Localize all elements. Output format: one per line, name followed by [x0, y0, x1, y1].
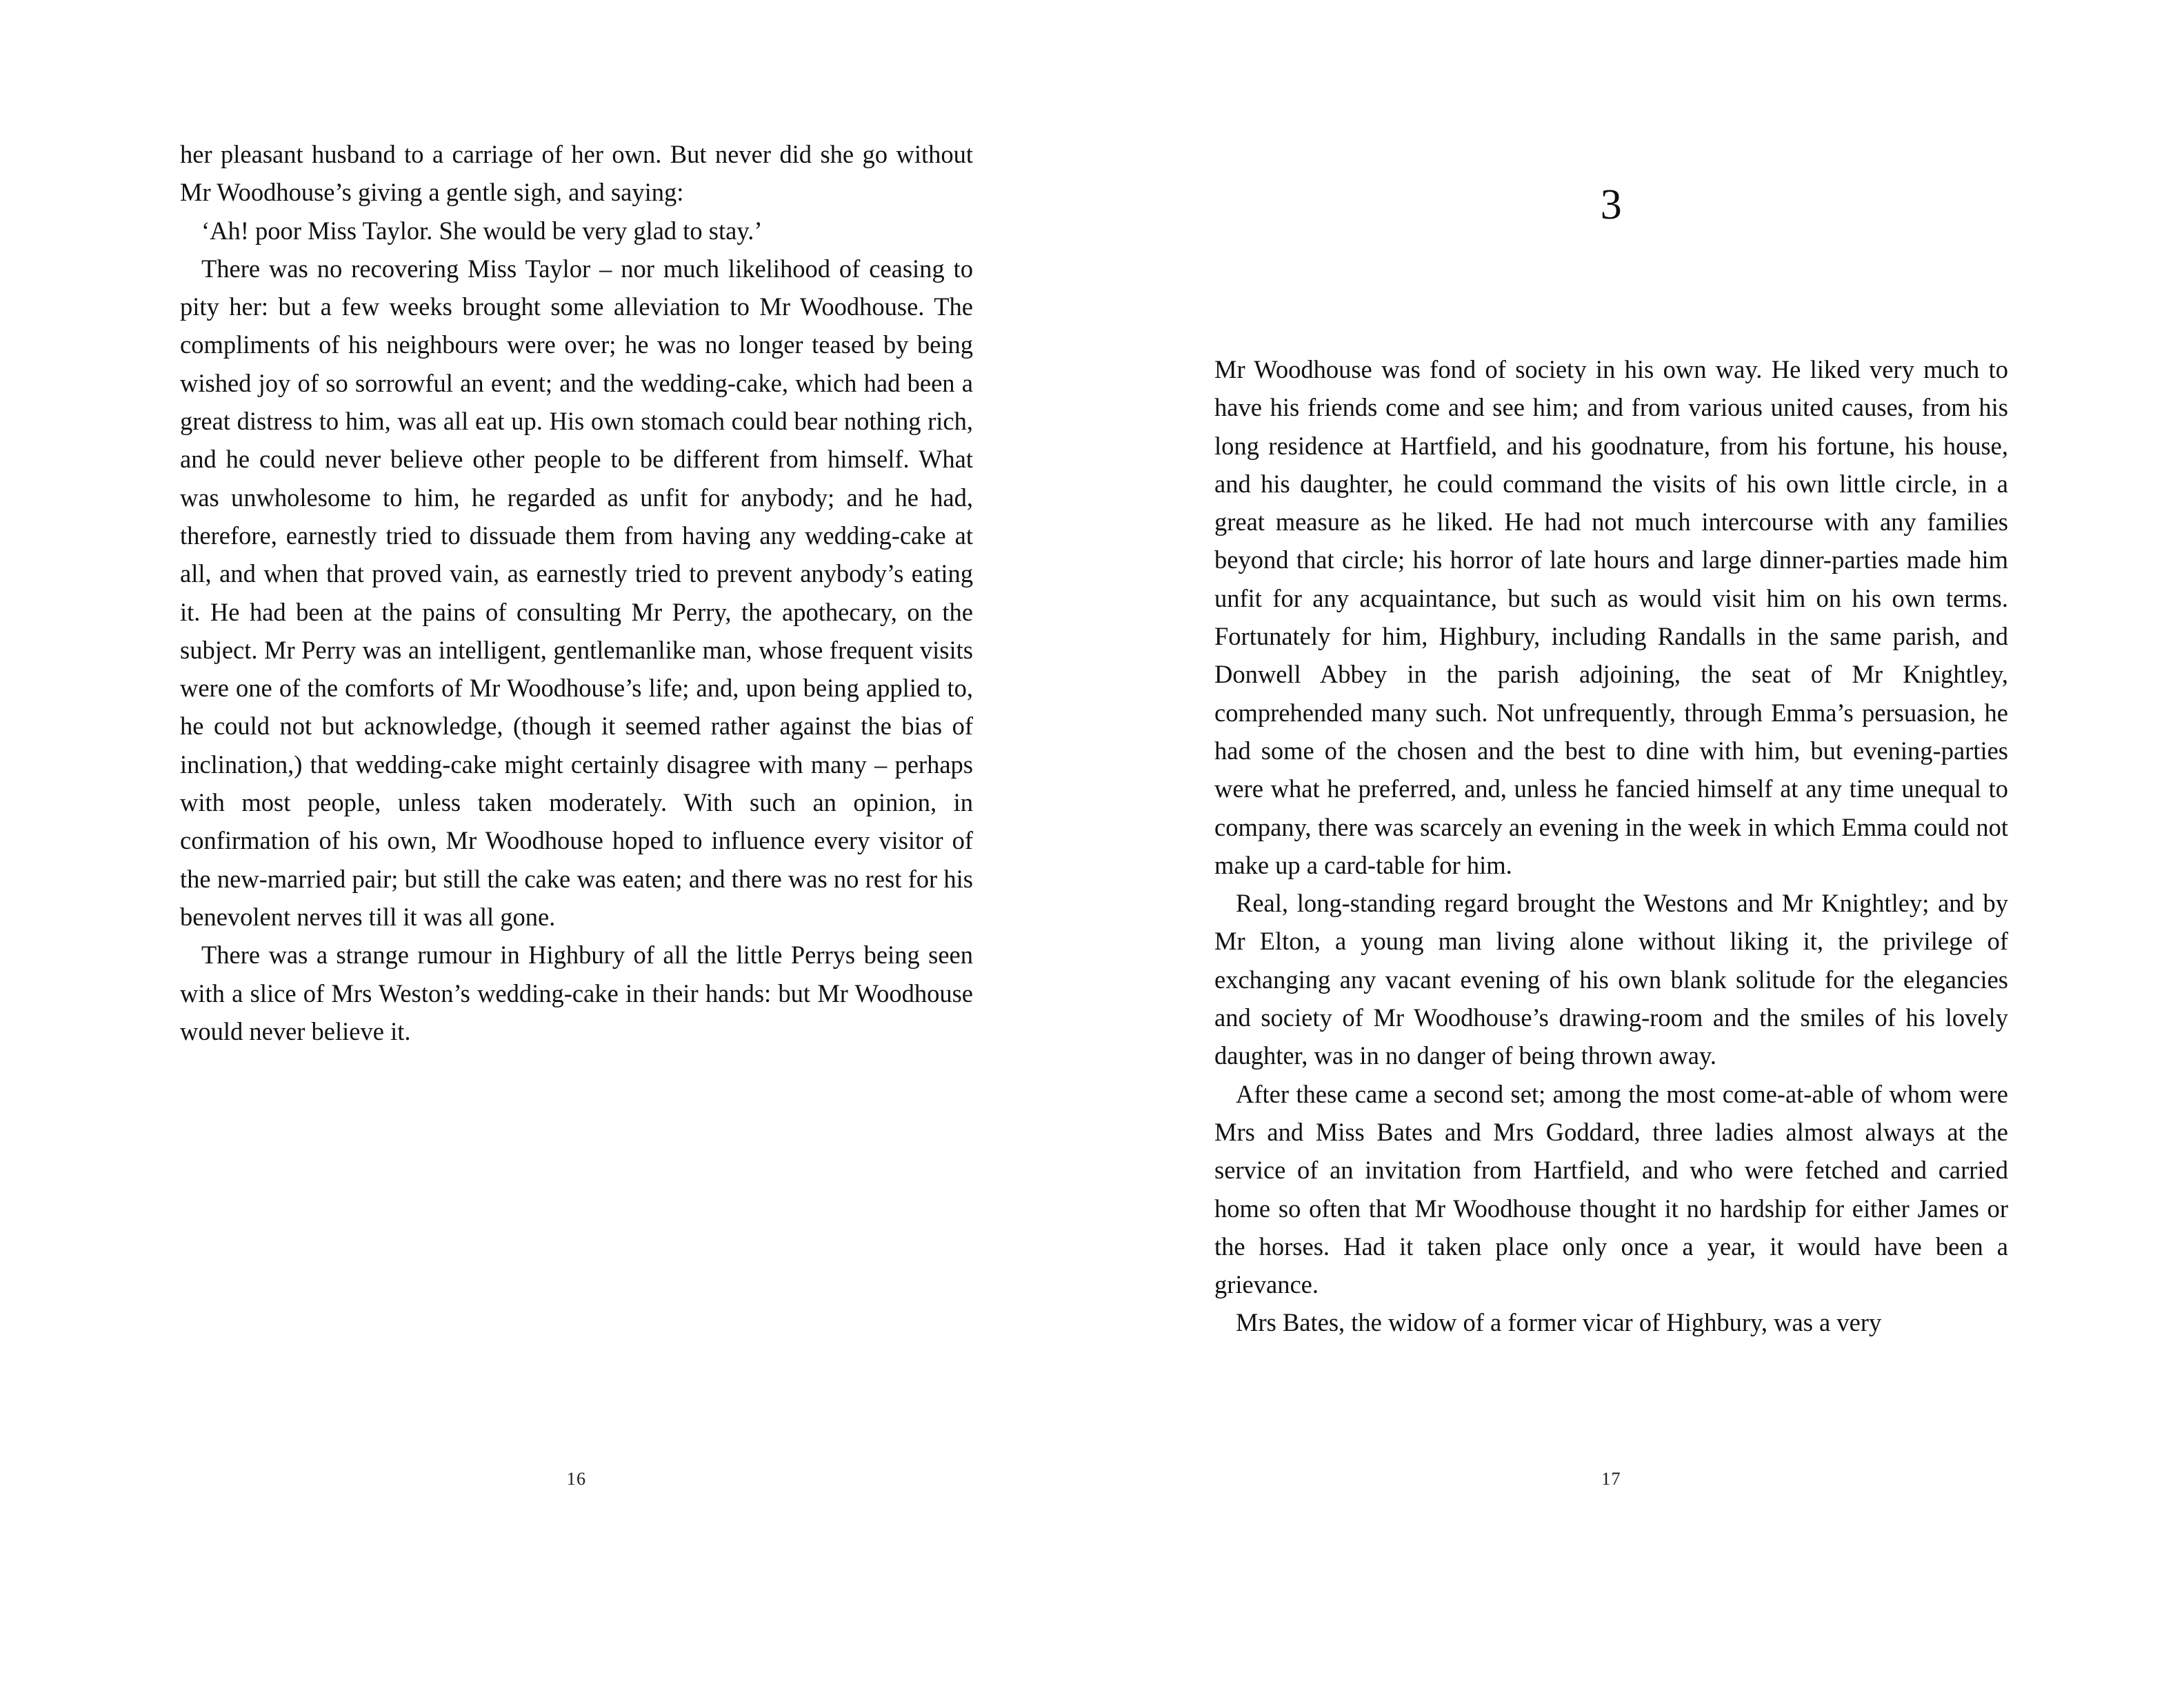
paragraph: Mrs Bates, the widow of a former vicar of Highbury, was a very [1236, 1308, 1882, 1337]
right-page-text-column [1214, 350, 2008, 1342]
chapter-number-heading: 3 [1600, 181, 1623, 228]
right-page [1092, 0, 2184, 1695]
paragraph: There was no recovering Miss Taylor – nor much likelihood of ceasing to pity her: but a few weeks brought some alleviation to Mr Woodhouse. The compliments of his neighbours were over; he was no longer teased by being wished joy of so sorrowful an event; and the wedding-cake, which had been a great distress to him, was all eat up. His own stomach could bear nothing rich, and he could never believe other people to be different from himself. What was unwholesome to him, he regarded as unfit for anybody; and he had, therefore, earnestly tried to dissuade them from having any wedding-cake at all, and when that proved vain, as earnestly tried to prevent anybody’s eating it. He had been at the pains of consulting Mr Perry, the apothecary, on the subject. Mr Perry was an intelligent, gentlemanlike man, whose frequent visits were one of the comforts of Mr Woodhouse’s life; and, upon being applied to, he could not but acknowledge, (though it seemed rather against the bias of inclination,) that wedding-cake might certainly disagree with many – perhaps with most people, unless taken moderately. With such an opinion, in confirmation of his own, Mr Woodhouse hoped to influence every visitor of the new-married pair; but still the cake was eaten; and there was no rest for his benevolent nerves till it was all gone. [180, 254, 973, 931]
paragraph: Mr Woodhouse was fond of society in his own way. He liked very much to have his friends come and see him; and from various united causes, from his long residence at Hartfield, and his goodnature, from his fortune, his house, and his daughter, he could command the visits of his own little circle, in a great measure as he liked. He had not much intercourse with any families beyond that circle; his horror of late hours and large dinner-parties made him unfit for any acquaintance, but such as would visit him on his own terms. Fortunately for him, Highbury, including Randalls in the same parish, and Donwell Abbey in the parish adjoining, the seat of Mr Knightley, comprehended many such. Not unfrequently, through Emma’s persuasion, he had some of the chosen and the best to dine with him, but evening-parties were what he preferred, and, unless he fancied himself at any time unequal to company, there was scarcely an evening in the week in which Emma could not make up a card-table for him. [1214, 355, 2008, 879]
paragraph: After these came a second set; among the most come-at-able of whom were Mrs and Miss Bates and Mrs Goddard, three ladies almost always at the service of an invitation from Hartfield, and who were fetched and carried home so often that Mr Woodhouse thought it no hardship for either James or the horses. Had it taken place only once a year, it would have been a grievance. [1214, 1079, 2008, 1299]
page-number-right: 17 [1601, 1469, 1621, 1489]
paragraph: Real, long-standing regard brought the Westons and Mr Knightley; and by Mr Elton, a young man living alone without liking it, the privilege of exchanging any vacant evening of his own blank solitude for the elegancies and society of Mr Woodhouse’s drawing-room and the smiles of his lovely daughter, was in no danger of being thrown away. [1214, 889, 2008, 1070]
page-number-left: 16 [566, 1469, 587, 1489]
paragraph: ‘Ah! poor Miss Taylor. She would be very glad to stay.’ [201, 216, 763, 245]
paragraph: her pleasant husband to a carriage of her own. But never did she go without Mr Woodhouse’s giving a gentle sigh, and saying: [180, 140, 973, 207]
left-page-text-column [180, 135, 973, 1050]
paragraph: There was a strange rumour in Highbury of all the little Perrys being seen with a slice of Mrs Weston’s wedding-cake in their hands: but Mr Woodhouse would never believe it. [180, 941, 973, 1045]
